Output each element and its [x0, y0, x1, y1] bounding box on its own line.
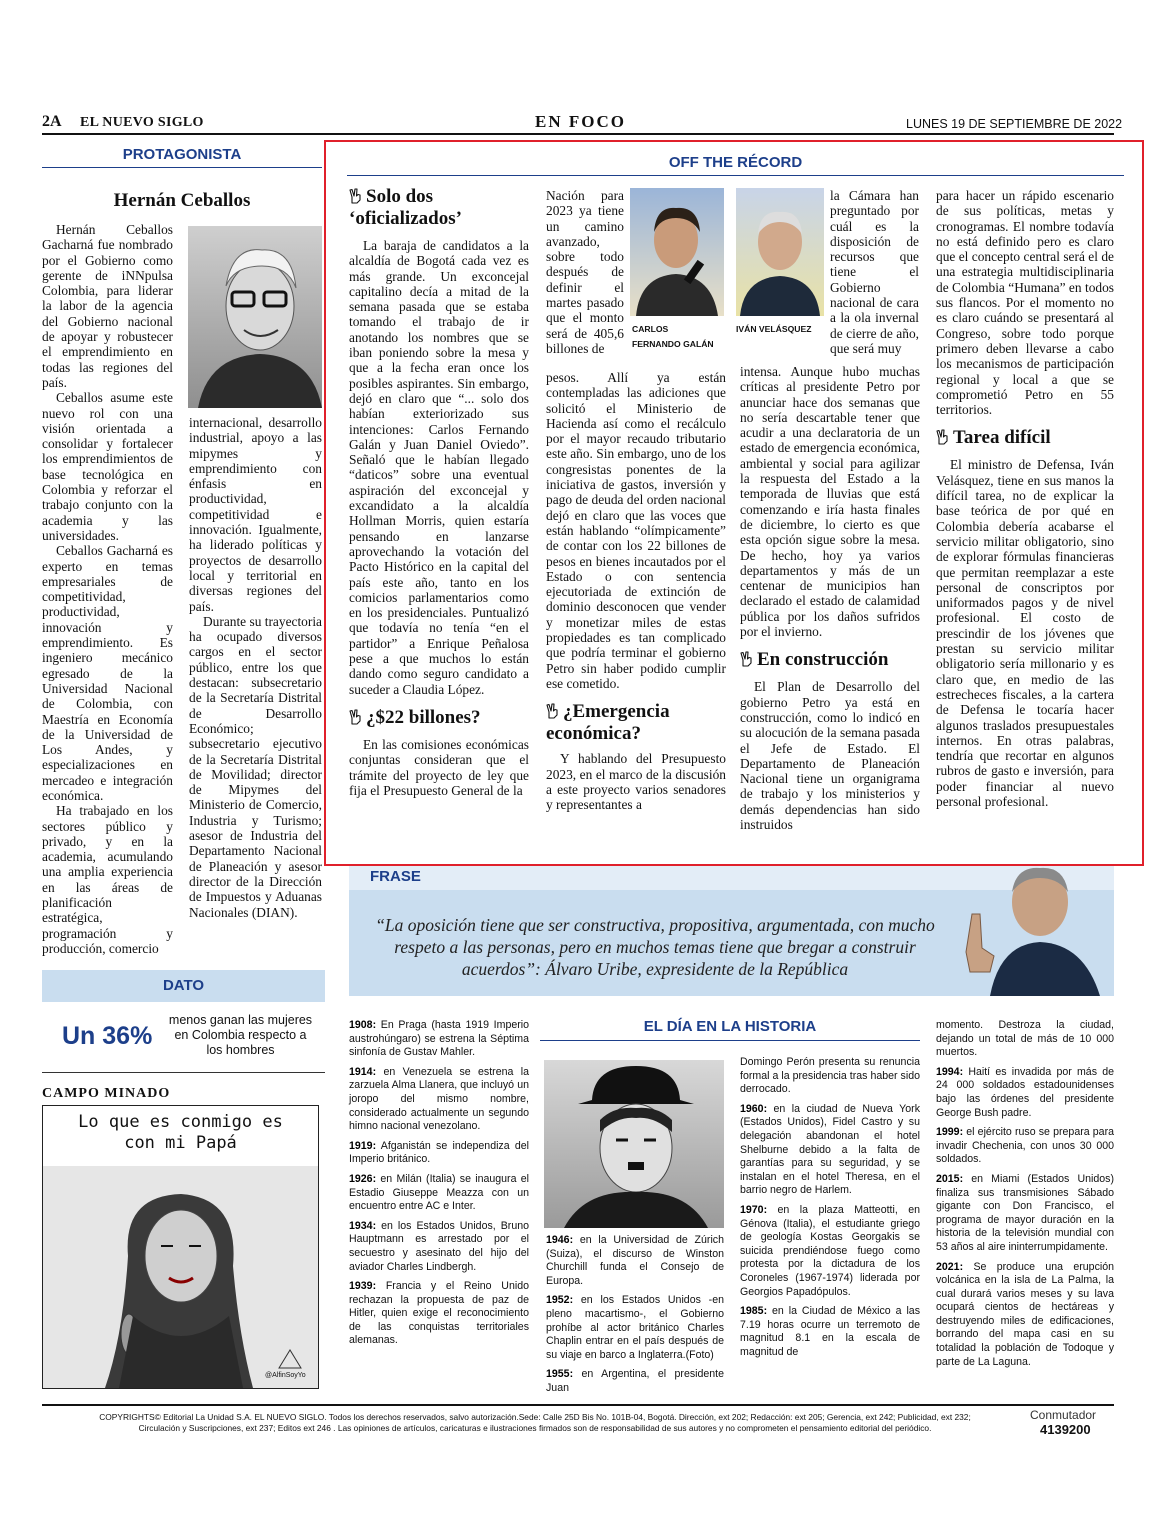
- conmutador-label: Conmutador: [1030, 1408, 1097, 1422]
- protagonista-col1: [42, 222, 173, 962]
- paragraph: Ha trabajado en los sectores público y privado, y en la academia, acumulando una amplia experiencia en las áreas de planificación estratégica, programación y producción, comercio: [42, 803, 173, 956]
- history-entry: 1908: En Praga (hasta 1919 Imperio austrohúngaro) se estrena la Séptima sinfonía de Gustav Mahler.: [349, 1019, 529, 1059]
- off-body-col4: [936, 188, 1114, 417]
- historia-label: EL DÍA EN LA HISTORIA: [643, 1018, 817, 1035]
- divider: [42, 1072, 325, 1073]
- heading-text: ¿Emergencia económica?: [546, 701, 670, 745]
- newspaper-brand: EL NUEVO SIGLO: [80, 115, 204, 130]
- dato-label: DATO: [162, 977, 205, 994]
- frase-quote: “La oposición tiene que ser constructiva, propositiva, argumentada, con mucho respeto a las personas, pero en muchos temas tiene que bregar a construir acuerdos”: Álvaro Uribe, expresidente de la República: [375, 915, 935, 979]
- history-entry: 1934: en los Estados Unidos, Bruno Hauptmann es arrestado por el secuestro y asesinato del hijo del aviador Charles Lindbergh.: [349, 1219, 529, 1273]
- paragraph: intensa. Aunque hubo muchas críticas al presidente Petro por anunciar hace dos semanas que no sería descartable tener que acudir a una declaratoria de un estado de emergencia económica, ambiental y social para agilizar la respuesta del Estado a la temporada de lluvias que está comenzando e iría hasta finales de diciembre, lo cierto es que esta opción sigue sobre la mesa. De hecho, hoy ya varios departamentos y más de un centenar de municipios han declarado el estado de calamidad pública por los daños sufridos por el invierno.: [740, 364, 920, 640]
- campo-label: CAMPO MINADO: [42, 1086, 171, 1101]
- paragraph: Ceballos Gacharná es experto en temas empresariales de competitividad, productividad, innovación y emprendimiento. Es ingeniero mecánico egresado de la Universidad Nacional de Colombia, con Maestría en Economía de la Universidad de Los Andes, y especializaciones en mercadeo e integración económica.: [42, 543, 173, 803]
- history-entry: 2021: Se produce una erupción volcánica en la isla de La Palma, la cual durará varios meses y su lava ocupará cientos de hectáreas y destruyendo miles de edificaciones, borrando del mapa casi en su totalidad la población de Todoque y parte de La Laguna.: [936, 1260, 1114, 1368]
- historia-col1: [349, 1019, 529, 1354]
- off-heading-5: [936, 427, 1114, 449]
- history-entry: 1960: en la ciudad de Nueva York (Estados Unidos), Fidel Castro y su delegación abandonan el hotel Shelburne debido a la falta de garantías para su seguridad, y se instalan en el hotel Theresa, en el barrio negro de Harlem.: [740, 1102, 920, 1197]
- history-entry: 1946: en la Universidad de Zúrich (Suiza), el discurso de Winston Churchill funda el Consejo de Europa.: [546, 1234, 724, 1287]
- protagonista-label: PROTAGONISTA: [122, 146, 242, 163]
- history-entry: 2015: en Miami (Estados Unidos) finaliza sus transmisiones Sábado gigante con Don Francisco, el programa de mayor duración en la historia de la televisión mundial con 53 años al aire ininterrumpidamente.: [936, 1172, 1114, 1253]
- off-col3: [740, 364, 920, 832]
- victory-hand-icon: [349, 188, 362, 204]
- history-entry: momento. Destroza la ciudad, dejando un total de más de 10 000 muertos.: [936, 1019, 1114, 1059]
- off-heading-4: [740, 649, 920, 671]
- off-label: OFF THE RÉCORD: [668, 154, 803, 171]
- history-entry: Domingo Perón presenta su renuncia formal a la presidencia tras haber sido derrocado.: [740, 1056, 920, 1096]
- history-entry: 1919: Afganistán se independiza del Imperio británico.: [349, 1139, 529, 1166]
- victory-hand-icon: [546, 703, 559, 719]
- cartoon-caption: Lo que es conmigo es con mi Papá: [78, 1112, 283, 1153]
- off-col2: [546, 370, 726, 812]
- footer-line: COPYRIGHTS© Editorial La Unidad S.A. EL NUEVO SIGLO. Todos los derechos reservados, salvo autorización.Sede: Calle 25D Bis No. 101B-04, Bogotá. Dirección, ext 202; Redacción: ext 205; Gerencia, ext 242; Publicidad, ext 232;: [99, 1412, 971, 1422]
- historia-col4: [936, 1019, 1114, 1375]
- portrait-illustration: [188, 226, 322, 408]
- victory-hand-icon: [349, 709, 362, 725]
- velasquez-photo: [736, 188, 824, 316]
- off-heading-3: [546, 701, 726, 745]
- history-entry: 1970: en la plaza Matteotti, en Génova (Italia), el estudiante griego de geología Kostas Georgakis se suicida prendiéndose fuego como protesta por la dictadura de los Coroneles (1967-1974) liderada por Georgios Papadópulos.: [740, 1203, 920, 1298]
- dato-value: Un 36%: [62, 1022, 153, 1050]
- paragraph: internacional, desarrollo industrial, apoyo a las mipymes y emprendimiento con énfasis en productividad, competitividad e innovación. Igualmente, ha liderado políticas y proyectos de desarrollo local y territorial en diversas regiones del país.: [189, 415, 322, 614]
- paragraph: Nación para 2023 ya tiene un camino avanzado, sobre todo después de definir el martes pasado que el monto será de 405,6 billones de: [546, 188, 624, 356]
- galan-caption-1: CARLOS: [632, 324, 669, 334]
- uribe-photo: [950, 852, 1114, 996]
- off-body-4: [740, 679, 920, 832]
- history-entry: 1939: Francia y el Reino Unido rechazan la propuesta de paz de Hitler, quien exige el reconocimiento de las conquistas territoriales alemanas.: [349, 1280, 529, 1347]
- off-col3-top: [830, 188, 919, 356]
- off-body-1: [349, 238, 529, 697]
- paragraph: En las comisiones económicas conjuntas consideran que el trámite del proyecto de ley que fija el Presupuesto General de la: [349, 736, 529, 798]
- campo-cartoon: [42, 1105, 319, 1389]
- footer-rule: [42, 1404, 1114, 1406]
- historia-rule: [540, 1040, 920, 1041]
- history-entry: 1926: en Milán (Italia) se inaugura el Estadio Giuseppe Meazza con un encuentro entre AC e Inter.: [349, 1172, 529, 1213]
- paragraph: Durante su trayectoria ha ocupado diversos cargos en el sector público, entre los que destacan: subsecretario de la Secretaría Distrital de Desarrollo Económico; subsecretario ejecutivo de la Secretaría Distrital de Movilidad; director de Mipymes del Ministerio de Comercio, Industria y Turismo; asesor de Industria del Departamento Nacional de Planeación y asesor director de la Dirección de Impuestos y Aduanas Nacionales (DIAN).: [189, 613, 322, 920]
- off-heading-2: [349, 707, 529, 729]
- history-entry: 1955: en Argentina, el presidente Juan: [546, 1368, 724, 1394]
- protagonista-col2: [189, 415, 322, 965]
- velasquez-caption: IVÁN VELÁSQUEZ: [736, 324, 812, 334]
- portrait-illustration: [544, 1060, 724, 1228]
- issue-date: LUNES 19 DE SEPTIEMBRE DE 2022: [906, 117, 1123, 131]
- history-entry: 1994: Haití es invadida por más de 24 000 soldados estadounidenses bajo las órdenes del presidente George Bush padre.: [936, 1065, 1114, 1119]
- protagonista-name: Hernán Ceballos: [113, 190, 251, 211]
- heading-text: En construcción: [757, 649, 889, 671]
- cartoon-signature: @AlfinSoyYo: [265, 1372, 306, 1379]
- victory-hand-icon: [936, 429, 949, 445]
- off-col4: [936, 188, 1114, 809]
- portrait-illustration: [950, 852, 1114, 996]
- off-body-5: [936, 457, 1114, 809]
- heading-text: ¿$22 billones?: [366, 706, 481, 728]
- header-rule: [42, 133, 1114, 135]
- heading-text: Tarea difícil: [953, 427, 1051, 449]
- history-entry: 1952: en los Estados Unidos -en pleno macartismo-, el Gobierno prohíbe al actor británico Charles Chaplin entrar en el país después de su viaje en barco a Inglaterra.(Foto): [546, 1294, 724, 1361]
- galan-caption-2: FERNANDO GALÁN: [632, 339, 714, 349]
- footer-line: Circulación y Suscripciones, ext 237; Editos ext 246 . Las opiniones de artículos, caricaturas e ilustraciones firmados son de responsabilidad de sus autores y no comprometen el pensamiento editorial del periódico.: [138, 1423, 932, 1433]
- paragraph: La baraja de candidatos a la alcaldía de Bogotá cada vez es más grande. Un exconcejal capitalino decía a mitad de la semana pasada que se estaba tomando el trabajo de ir anotando los nombres que se iban poniendo sobre la mesa y que a la fecha eran once los posibles aspirantes. Sin embargo, dejó en claro que “... solo dos habían exteriorizado sus intenciones: Carlos Fernando Galán y Juan Daniel Oviedo”. Señaló que le habían llegado “daticos” sobre una eventual aspiración del exconcejal y excandidato a la alcaldía Hollman Morris, quien estaría pensando en lanzarse aprovechando la votación del Pacto Histórico en la capital del país este año, tanto en los comicios parlamentarios como en los presidenciales. Puntualizó que todavía no tenía “en el partidor” a Enrique Peñalosa pese a que muchos lo están dando como seguro candidato a suceder a Claudia López.: [349, 238, 529, 697]
- protagonista-section: [42, 146, 322, 168]
- portrait-illustration: [630, 188, 724, 316]
- off-header: [347, 154, 1124, 176]
- historia-col3: [740, 1056, 920, 1365]
- history-entry: 1914: en Venezuela se estrena la zarzuela Alma Llanera, que incluyó un joropo del mismo nombre, considerado actualmente un segundo himno nacional venezolano.: [349, 1065, 529, 1133]
- paragraph: El ministro de Defensa, Iván Velásquez, tiene en sus manos la difícil tarea, no de explicar la base teórica de por qué en Colombia debería acabarse el servicio militar obligatorio, sino de explorar fórmulas financieras que permitan reemplazar a este personal de conscriptos por uniformados pagos y de nivel profesional. El costo de prescindir de los jóvenes que prestan su servicio militar obligatorio sería millonario y es claro que, en medio de las estrecheces fiscales, a la cartera de Defensa le tocaría hacer algunos traslados presupuestales internos. En otras palabras, tendría que recortar en algunos rubros de gasto e inversión, para poder financiar al nuevo personal profesional.: [936, 457, 1114, 809]
- paragraph: Hernán Ceballos Gacharná fue nombrado por el Gobierno como gerente de iNNpulsa Colombia, para liderar la labor de la agencia del Gobierno nacional de apoyar y robustecer el emprendimiento en todas las regiones del país.: [42, 222, 173, 390]
- frase-label: FRASE: [370, 868, 421, 885]
- off-body-col3: [740, 364, 920, 639]
- victory-hand-icon: [740, 651, 753, 667]
- chaplin-photo: [544, 1060, 724, 1228]
- paragraph: Y hablando del Presupuesto 2023, en el marco de la discusión a este proyecto varios senadores y representantes a: [546, 751, 726, 813]
- paragraph: El Plan de Desarrollo del gobierno Petro ya está en construcción, como lo indicó en su alocución de la semana pasada el Jefe de Estado. El Departamento de Planeación Nacional tiene un organigrama de trabajo y los ministerios y demás dependencias han sido instruidos: [740, 679, 920, 833]
- off-body-3: [546, 751, 726, 812]
- history-entry: 1999: el ejército ruso se prepara para invadir Chechenia, con unos 30 000 soldados.: [936, 1126, 1114, 1166]
- paragraph: la Cámara han preguntado por cuál es la disposición de recursos que tiene el Gobierno nacional de cara a la ola invernal de cierre de año, que será muy: [830, 188, 919, 356]
- paragraph: pesos. Allí ya están contempladas las adiciones que solicitó el Ministerio de Hacienda así como el recálculo por el mayor recaudo tributario este año. Sin embargo, uno de los congresistas ponentes de la iniciativa de gastos, inversión y pago de deuda del orden nacional dejó en claro que las voces que están hablando “olímpicamente” de contar con los 22 billones de pesos en bienes incautados por el Estado o con sentencia ejecutoriada de extinción de dominio desconocen que vender y monetizar miles de estas propiedades es tan complicado que podría terminar el gobierno Petro sin haber podido cumplir ese cometido.: [546, 370, 726, 691]
- page-number: 2A: [42, 113, 62, 130]
- dato-text: menos ganan las mujeres en Colombia respecto a los hombres: [168, 1013, 313, 1057]
- heading-text: Solo dos ‘oficializados’: [349, 186, 462, 229]
- footer-copyright: [60, 1412, 1010, 1434]
- conmutador-number: 4139200: [1040, 1422, 1091, 1437]
- off-col1: [349, 186, 529, 798]
- history-entry: 1985: en la Ciudad de México a las 7.19 horas ocurre un terremoto de magnitud 8.1 en la escala de magnitud de: [740, 1305, 920, 1358]
- paragraph: para hacer un rápido escenario de sus políticas, metas y cronogramas. El nombre todavía no está definido pero es claro que el concepto central será el de una estrategia multidisciplinaria de Colombia “Humana” en todos sus flancos. Por el momento no es claro cuándo se presentará al Congreso, sobre todo porque primero deben llevarse a cabo los mecanismos de participación regional y local a que se comprometió Petro en 55 territorios.: [936, 188, 1114, 418]
- section-title: EN FOCO: [535, 112, 626, 131]
- off-body-2: [349, 737, 529, 798]
- dato-band: [42, 970, 325, 1002]
- cartoon-illustration: [43, 1106, 318, 1388]
- ceballos-photo: [188, 226, 322, 408]
- historia-col2: [546, 1234, 724, 1402]
- off-heading-1: [349, 186, 529, 230]
- portrait-illustration: [736, 188, 824, 316]
- off-col2-top: [546, 188, 624, 356]
- paragraph: Ceballos asume este nuevo rol con una visión orientada a consolidar y fortalecer los emprendimientos de base tecnológica en Colombia y reforzar el trabajo conjunto con la academia y las universidades.: [42, 390, 173, 543]
- off-body-col2: [546, 370, 726, 691]
- galan-photo: [630, 188, 724, 316]
